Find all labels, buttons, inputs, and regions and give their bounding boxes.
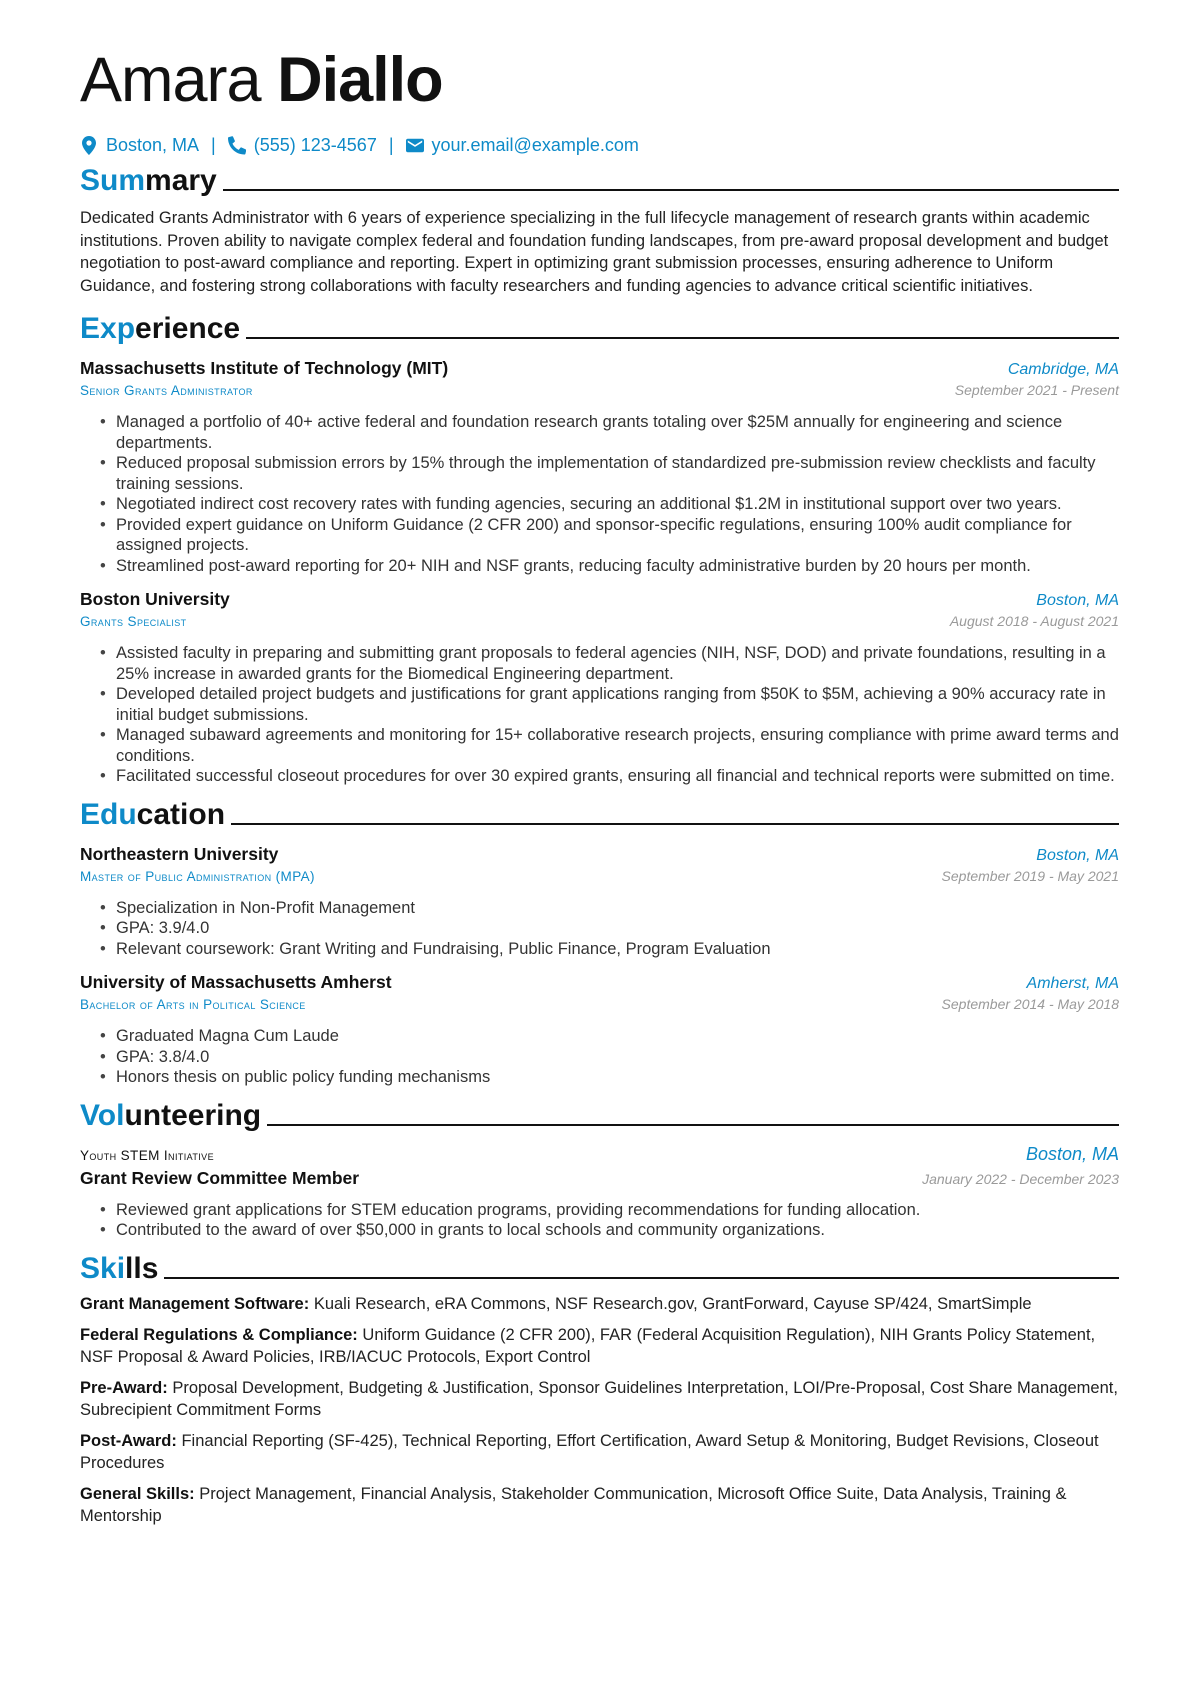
phone-icon bbox=[228, 135, 246, 155]
section-rule bbox=[246, 337, 1119, 339]
section-rule bbox=[164, 1277, 1119, 1279]
list-item: • Streamlined post-award reporting for 20+ NIH and NSF grants, reducing faculty administrative burden by 20 hours per month. bbox=[102, 556, 1119, 577]
skill-label: General Skills: bbox=[80, 1485, 195, 1503]
contact-location: Boston, MA bbox=[106, 135, 200, 155]
volunteer-role: Grant Review Committee Member bbox=[80, 1167, 360, 1188]
section-volunteering-heading: Volunteering bbox=[80, 1098, 1119, 1134]
candidate-name bbox=[80, 44, 1119, 116]
skill-values: Financial Reporting (SF-425), Technical Reporting, Effort Certification, Award Setup & Monitoring, Budget Revisions, Closeout Procedures bbox=[80, 1432, 1099, 1472]
entry-dates: September 2021 - Present bbox=[954, 382, 1119, 398]
list-item: • Provided expert guidance on Uniform Guidance (2 CFR 200) and sponsor-specific regulations, ensuring 100% audit compliance for assigned projects. bbox=[102, 515, 1119, 556]
bullet-list bbox=[80, 643, 1119, 787]
entry-dates: September 2014 - May 2018 bbox=[941, 996, 1119, 1012]
list-item: • Contributed to the award of over $50,000 in grants to local schools and community organizations. bbox=[102, 1220, 1119, 1241]
list-item: • GPA: 3.9/4.0 bbox=[102, 918, 1119, 939]
experience-entry bbox=[80, 357, 1119, 576]
list-item: • Honors thesis on public policy funding mechanisms bbox=[102, 1067, 1119, 1088]
section-education-heading: Education bbox=[80, 797, 1119, 833]
list-item: • Managed subaward agreements and monitoring for 15+ collaborative research projects, ensuring compliance with prime award terms and conditions. bbox=[102, 725, 1119, 766]
list-item: • Relevant coursework: Grant Writing and Fundraising, Public Finance, Program Evaluation bbox=[102, 939, 1119, 960]
skill-label: Federal Regulations & Compliance: bbox=[80, 1326, 358, 1344]
section-summary-heading: Summary bbox=[80, 163, 1119, 199]
volunteering-entry bbox=[80, 1144, 1119, 1241]
section-experience-heading: Experience bbox=[80, 311, 1119, 347]
contact-separator: | bbox=[388, 135, 394, 155]
bullet-list bbox=[80, 1200, 1119, 1241]
entry-dates: January 2022 - December 2023 bbox=[922, 1170, 1119, 1187]
school-name: Northeastern University bbox=[80, 843, 279, 864]
list-item: • Reduced proposal submission errors by 15% through the implementation of standardized pre-submission review checklists and faculty training sessions. bbox=[102, 453, 1119, 494]
employer-name: Boston University bbox=[80, 589, 230, 609]
skill-group bbox=[80, 1431, 1119, 1474]
skill-group bbox=[80, 1325, 1119, 1368]
contact-line bbox=[80, 133, 1119, 157]
section-skills-heading: Skills bbox=[80, 1251, 1119, 1287]
contact-email[interactable]: your.email@example.com bbox=[431, 135, 639, 155]
section-rule bbox=[231, 823, 1119, 825]
entry-location: Boston, MA bbox=[1036, 592, 1119, 609]
degree-name: Bachelor of Arts in Political Science bbox=[80, 997, 306, 1012]
education-entry bbox=[80, 971, 1119, 1088]
education-entry bbox=[80, 843, 1119, 960]
envelope-icon bbox=[406, 135, 424, 155]
list-item: • Negotiated indirect cost recovery rates with funding agencies, securing an additional $1.2M in institutional support over two years. bbox=[102, 494, 1119, 515]
skill-label: Post-Award: bbox=[80, 1432, 177, 1450]
skill-values: Proposal Development, Budgeting & Justification, Sponsor Guidelines Interpretation, LOI/Pre-Proposal, Cost Share Management, Subrecipient Commitment Forms bbox=[80, 1379, 1118, 1419]
entry-dates: August 2018 - August 2021 bbox=[949, 613, 1119, 629]
skill-label: Pre-Award: bbox=[80, 1379, 168, 1397]
list-item: • Specialization in Non-Profit Management bbox=[102, 898, 1119, 919]
first-name: Amara bbox=[80, 45, 261, 115]
contact-separator: | bbox=[211, 135, 216, 155]
skill-values: Kuali Research, eRA Commons, NSF Research.gov, GrantForward, Cayuse SP/424, SmartSimple bbox=[313, 1294, 1032, 1313]
entry-dates: September 2019 - May 2021 bbox=[941, 867, 1119, 884]
section-rule bbox=[223, 189, 1119, 191]
experience-entry bbox=[80, 588, 1119, 787]
list-item: • Developed detailed project budgets and justifications for grant applications ranging from $50K to $5M, achieving a 90% accuracy rate in initial budget submissions. bbox=[102, 684, 1119, 725]
job-title: Senior Grants Administrator bbox=[80, 383, 253, 398]
entry-location: Boston, MA bbox=[1025, 1143, 1119, 1164]
list-item: • Assisted faculty in preparing and submitting grant proposals to federal agencies (NIH, NSF, DOD) and private foundations, resulting in a 25% increase in awarded grants for the Biomedical Engineering department. bbox=[102, 643, 1119, 684]
list-item: • Facilitated successful closeout procedures for over 30 expired grants, ensuring all financial and technical reports were submitted on time. bbox=[102, 766, 1119, 787]
skill-group bbox=[80, 1484, 1119, 1527]
entry-location: Amherst, MA bbox=[1026, 975, 1119, 992]
bullet-list bbox=[80, 898, 1119, 960]
summary-text: Dedicated Grants Administrator with 6 years of experience specializing in the full lifecycle management of research grants within academic institutions. Proven ability to navigate complex federal and foundation funding landscapes, from pre-award proposal development and budget negotiation to post-award compliance and reporting. Expert in optimizing grant submission processes, ensuring adherence to Uniform Guidance, and fostering strong collaborations with faculty researchers and funding agencies to advance critical scientific initiatives. bbox=[80, 209, 1109, 295]
organization-name: Youth STEM Initiative bbox=[80, 1147, 214, 1163]
employer-name: Massachusetts Institute of Technology (MIT) bbox=[80, 358, 449, 378]
map-pin-icon bbox=[80, 135, 98, 155]
list-item: • Graduated Magna Cum Laude bbox=[102, 1026, 1119, 1047]
skill-values: Project Management, Financial Analysis, Stakeholder Communication, Microsoft Office Suite, Data Analysis, Training & Mentorship bbox=[80, 1485, 1067, 1525]
list-item: • Reviewed grant applications for STEM education programs, providing recommendations for funding allocation. bbox=[102, 1200, 1119, 1221]
list-item: • GPA: 3.8/4.0 bbox=[102, 1047, 1119, 1068]
skill-label: Grant Management Software: bbox=[80, 1294, 310, 1313]
degree-name: Master of Public Administration (MPA) bbox=[80, 868, 315, 884]
skill-values: Uniform Guidance (2 CFR 200), FAR (Federal Acquisition Regulation), NIH Grants Policy Statement, NSF Proposal & Award Policies, IRB/IACUC Protocols, Export Control bbox=[80, 1326, 1096, 1366]
skill-group bbox=[80, 1294, 1119, 1316]
skills-list bbox=[80, 1294, 1119, 1528]
skill-group bbox=[80, 1378, 1119, 1421]
job-title: Grants Specialist bbox=[80, 614, 187, 629]
bullet-list bbox=[80, 412, 1119, 576]
list-item: • Managed a portfolio of 40+ active federal and foundation research grants totaling over $25M annually for engineering and science departments. bbox=[102, 412, 1119, 453]
entry-location: Boston, MA bbox=[1036, 846, 1119, 864]
school-name: University of Massachusetts Amherst bbox=[80, 972, 392, 992]
last-name: Diallo bbox=[277, 45, 443, 115]
entry-location: Cambridge, MA bbox=[1007, 361, 1119, 378]
bullet-list bbox=[80, 1026, 1119, 1088]
section-rule bbox=[267, 1124, 1119, 1126]
contact-phone: (555) 123-4567 bbox=[253, 135, 377, 155]
